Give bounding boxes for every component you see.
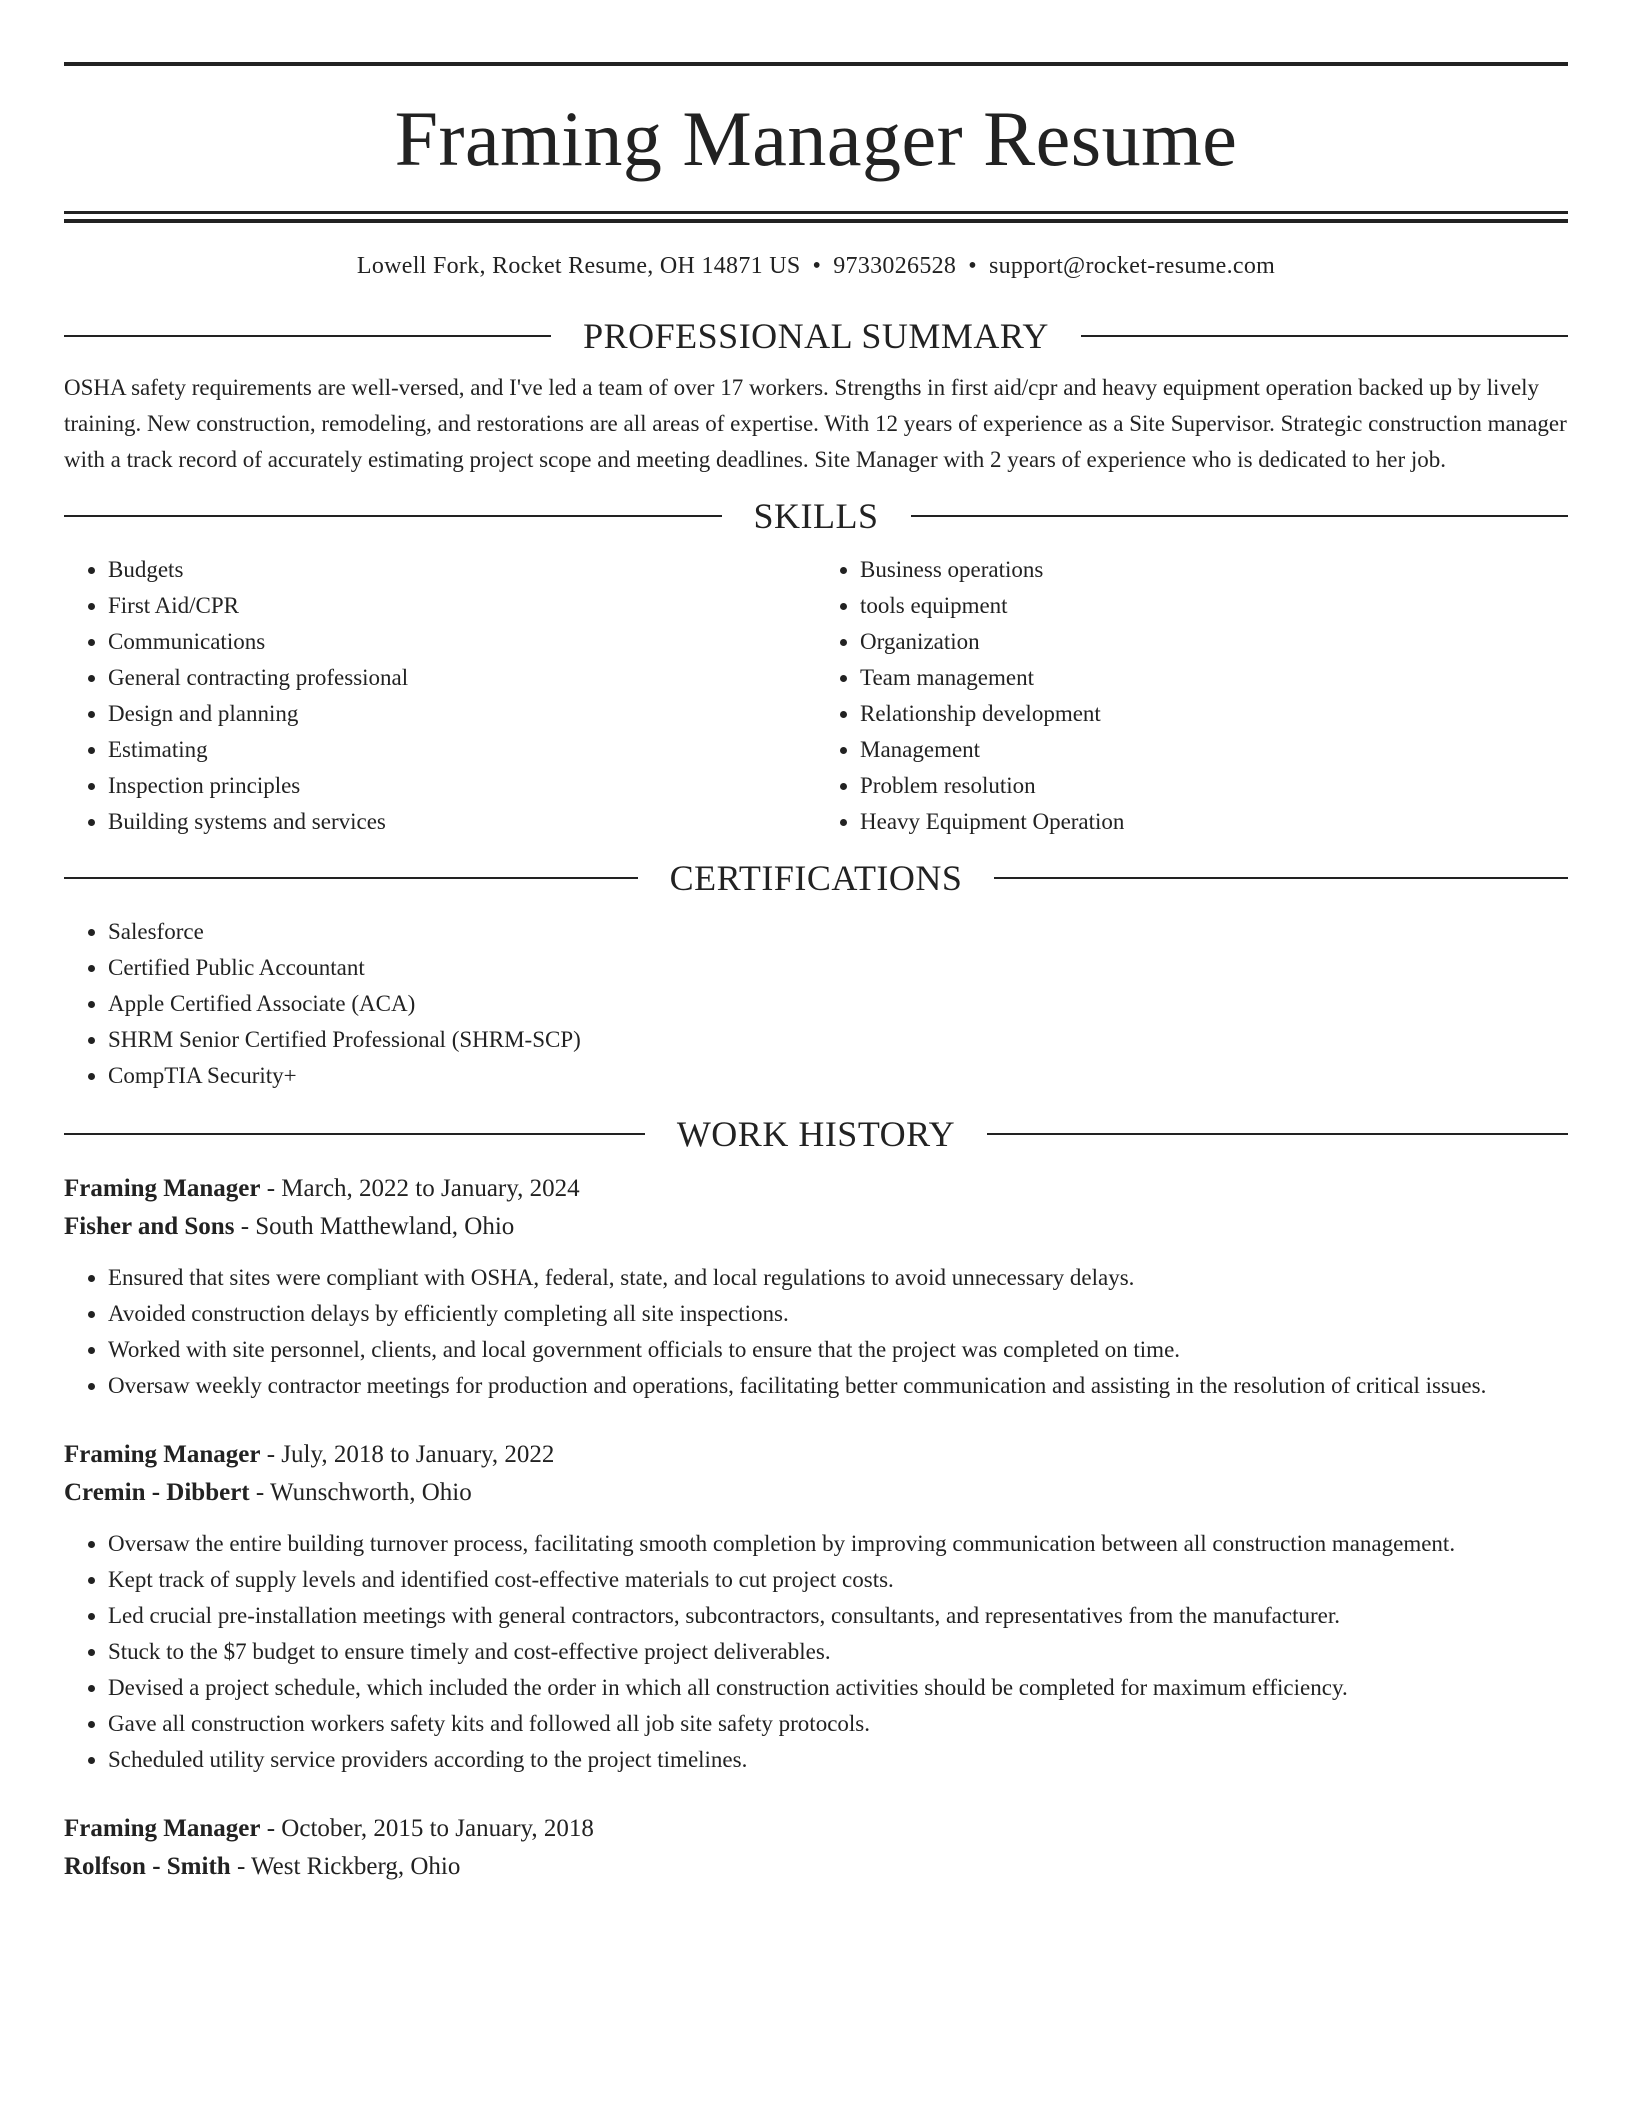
job-bullet: • Ensured that sites were compliant with OSHA, federal, state, and local regulations to avoid unnecessary delays. [108,1260,1568,1296]
heading-rule-right [987,1133,1568,1135]
job-title-line [64,1810,1568,1848]
certification-item: • Salesforce [108,914,1568,950]
contact-separator: • [812,253,822,279]
job-title-line [64,1170,1568,1208]
job-title-line [64,1436,1568,1474]
certification-item: • Certified Public Accountant [108,950,1568,986]
skill-item: • Estimating [108,732,816,768]
certifications-heading [64,860,1568,896]
contact-email: support@rocket-resume.com [988,253,1276,279]
contact-line [64,253,1568,280]
job-bullet: • Oversaw the entire building turnover process, facilitating smooth completion by improving communication between all construction management. [108,1526,1568,1562]
top-rule [64,62,1568,66]
job-title: Framing Manager [64,1815,261,1842]
job-location: - West Rickberg, Ohio [230,1853,461,1880]
job-bullet: • Stuck to the $7 budget to ensure timely and cost-effective project deliverables. [108,1634,1568,1670]
skill-item: • Management [860,732,1568,768]
contact-address: Lowell Fork, Rocket Resume, OH 14871 US [356,253,801,279]
page-title: Framing Manager Resume [394,95,1238,182]
certification-item: • Apple Certified Associate (ACA) [108,986,1568,1022]
summary-text: OSHA safety requirements are well-versed, and I've led a team of over 17 workers. Strengths in first aid/cpr and heavy equipment operation backed up by lively training. New construction, remodeling, and restorations are all areas of expertise. With 12 years of experience as a Site Supervisor. Strategic construction manager with a track record of accurately estimating project scope and meeting deadlines. Site Manager with 2 years of experience who is dedicated to her job. [64,375,1567,472]
skills-grid [64,552,1568,840]
job-bullet: • Worked with site personnel, clients, and local government officials to ensure that the project was completed on time. [108,1332,1568,1368]
skill-item: • Heavy Equipment Operation [860,804,1568,840]
job-company-line [64,1208,1568,1246]
skills-heading [64,498,1568,534]
title-double-rule [64,211,1568,223]
job-entry [64,1810,1568,1886]
heading-rule-left [64,335,551,337]
job-dates: - March, 2022 to January, 2024 [260,1175,580,1202]
job-dates: - October, 2015 to January, 2018 [260,1815,594,1842]
skill-item: • Relationship development [860,696,1568,732]
skill-item: • Inspection principles [108,768,816,804]
certification-item: • SHRM Senior Certified Professional (SHRM-SCP) [108,1022,1568,1058]
summary-heading [64,318,1568,354]
skill-item: • Organization [860,624,1568,660]
heading-rule-left [64,877,638,879]
skill-item: • Design and planning [108,696,816,732]
job-entry [64,1436,1568,1778]
heading-rule-left [64,1133,645,1135]
contact-separator: • [968,253,977,279]
skill-item: • Budgets [108,552,816,588]
heading-rule-right [994,877,1568,879]
skill-item: • First Aid/CPR [108,588,816,624]
job-bullets [64,1526,1568,1778]
work-history-heading [64,1116,1568,1152]
job-bullet: • Led crucial pre-installation meetings with general contractors, subcontractors, consultants, and representatives from the manufacturer. [108,1598,1568,1634]
job-bullet: • Avoided construction delays by efficiently completing all site inspections. [108,1296,1568,1332]
heading-rule-right [1081,335,1568,337]
job-company: Fisher and Sons [64,1213,235,1240]
job-title: Framing Manager [64,1175,261,1202]
job-bullets [64,1260,1568,1404]
skill-item: • tools equipment [860,588,1568,624]
heading-rule-left [64,515,722,517]
work-history-heading-label: WORK HISTORY [676,1114,956,1154]
skill-item: • General contracting professional [108,660,816,696]
skills-heading-label: SKILLS [753,496,879,536]
job-company: Cremin - Dibbert [64,1479,250,1506]
summary-heading-label: PROFESSIONAL SUMMARY [583,316,1049,356]
skills-list-left [64,552,816,840]
job-bullet: • Oversaw weekly contractor meetings for production and operations, facilitating better communication and assisting in the resolution of critical issues. [108,1368,1568,1404]
job-company-line [64,1848,1568,1886]
certifications-list [64,914,1568,1094]
job-company-line [64,1474,1568,1512]
job-location: - South Matthewland, Ohio [234,1213,515,1240]
job-bullet: • Kept track of supply levels and identified cost-effective materials to cut project costs. [108,1562,1568,1598]
skills-list-right [816,552,1568,840]
skill-item: • Problem resolution [860,768,1568,804]
job-bullet: • Devised a project schedule, which included the order in which all construction activities should be completed for maximum efficiency. [108,1670,1568,1706]
skill-item: • Business operations [860,552,1568,588]
job-company: Rolfson - Smith [64,1853,231,1880]
job-dates: - July, 2018 to January, 2022 [260,1441,555,1468]
job-title: Framing Manager [64,1441,261,1468]
certification-item: • CompTIA Security+ [108,1058,1568,1094]
certifications-heading-label: CERTIFICATIONS [669,858,963,898]
job-bullet: • Scheduled utility service providers according to the project timelines. [108,1742,1568,1778]
job-bullet: • Gave all construction workers safety kits and followed all job site safety protocols. [108,1706,1568,1742]
skill-item: • Team management [860,660,1568,696]
job-location: - Wunschworth, Ohio [249,1479,472,1506]
contact-phone: 9733026528 [833,253,957,279]
skill-item: • Communications [108,624,816,660]
heading-rule-right [911,515,1569,517]
skill-item: • Building systems and services [108,804,816,840]
job-entry [64,1170,1568,1404]
